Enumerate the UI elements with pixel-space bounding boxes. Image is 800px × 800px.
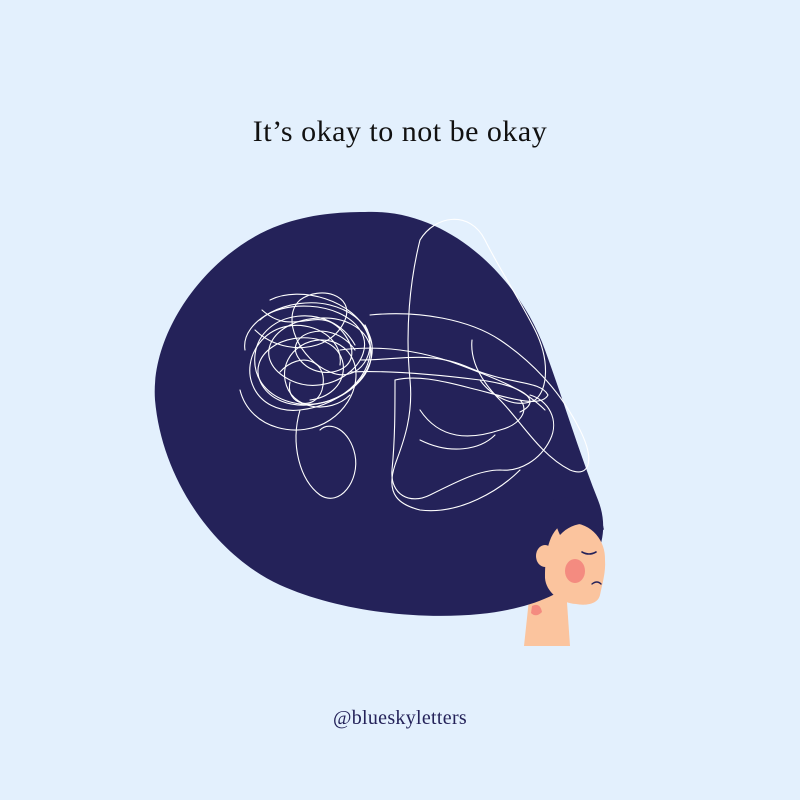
hair-volume [155,212,603,616]
ear [536,545,554,567]
author-handle[interactable]: @blueskyletters [332,707,467,729]
headline: It’s okay to not be okay [252,115,548,148]
cheek-blush [565,559,585,583]
